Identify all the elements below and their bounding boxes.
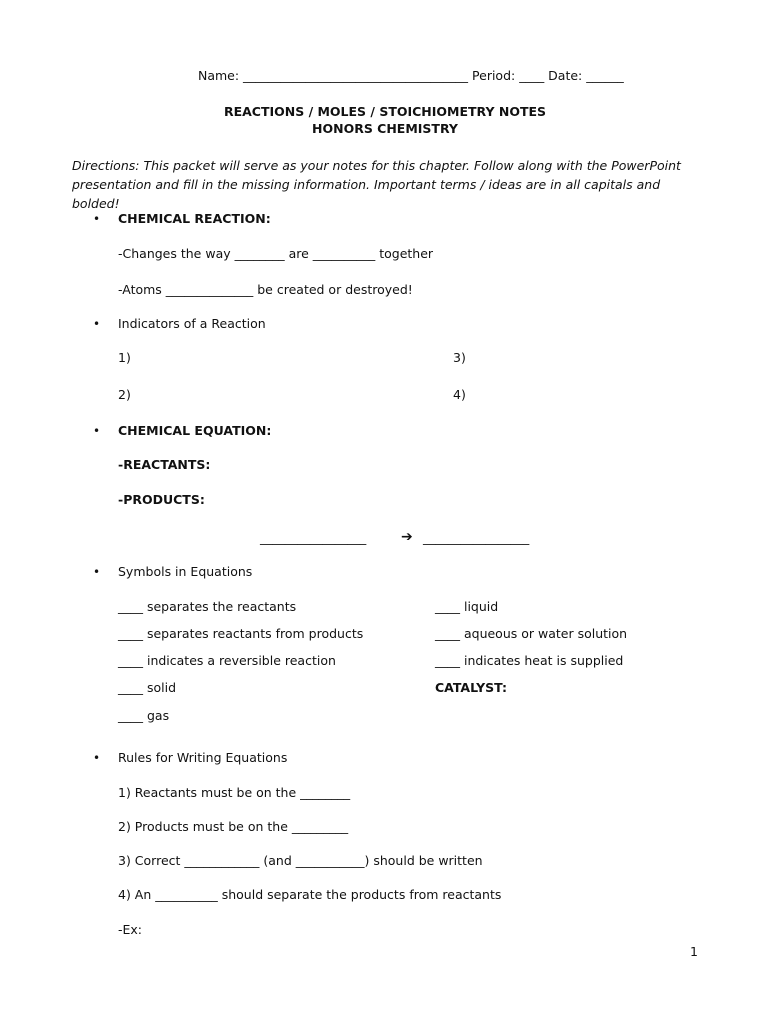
products-label: -PRODUCTS: <box>118 492 205 507</box>
symbol-item: ____ gas <box>118 708 170 723</box>
symbol-item: ____ separates the reactants <box>118 599 297 614</box>
title-line-2: HONORS CHEMISTRY <box>312 121 458 136</box>
indicators-heading: Indicators of a Reaction <box>118 316 266 331</box>
indicator-item-3: 3) <box>453 350 466 365</box>
indicator-item-2: 2) <box>118 387 131 402</box>
bullet-icon: • <box>93 751 101 765</box>
symbol-item: ____ indicates heat is supplied <box>435 653 624 668</box>
indicator-item-4: 4) <box>453 387 466 402</box>
catalyst-label: CATALYST: <box>435 680 508 695</box>
directions-paragraph: Directions: This packet will serve as your notes for this chapter. Follow along with the PowerPoint presentation and fill in the missing information. Important terms / ideas are in all capitals and bolded! <box>72 158 681 211</box>
page-number: 1 <box>690 944 698 959</box>
rule-item-2: 2) Products must be on the _________ <box>118 819 349 834</box>
rule-item-3: 3) Correct ____________ (and ___________) should be written <box>118 853 483 868</box>
arrow-icon: ➔ <box>401 529 413 545</box>
reactants-blank: _________________ <box>260 530 367 545</box>
rule-item-4: 4) An __________ should separate the products from reactants <box>118 887 502 902</box>
symbols-heading: Symbols in Equations <box>118 564 253 579</box>
chemical-reaction-line-2: -Atoms ______________ be created or destroyed! <box>118 282 413 297</box>
symbol-item: ____ aqueous or water solution <box>435 626 628 641</box>
chemical-equation-heading: CHEMICAL EQUATION: <box>118 423 272 438</box>
products-blank: _________________ <box>423 530 530 545</box>
rules-heading: Rules for Writing Equations <box>118 750 288 765</box>
bullet-icon: • <box>93 424 101 438</box>
reactants-label: -REACTANTS: <box>118 457 211 472</box>
chemical-reaction-heading: CHEMICAL REACTION: <box>118 211 271 226</box>
example-label: -Ex: <box>118 922 143 937</box>
indicator-item-1: 1) <box>118 350 131 365</box>
symbol-item: ____ liquid <box>435 599 499 614</box>
symbol-item: ____ separates reactants from products <box>118 626 364 641</box>
symbol-item: ____ solid <box>118 680 177 695</box>
bullet-icon: • <box>93 565 101 579</box>
bullet-icon: • <box>93 317 101 331</box>
rule-item-1: 1) Reactants must be on the ________ <box>118 785 351 800</box>
bullet-icon: • <box>93 212 101 226</box>
symbol-item: ____ indicates a reversible reaction <box>118 653 336 668</box>
chemical-reaction-line-1: -Changes the way ________ are __________ together <box>118 246 434 261</box>
name-period-date-line: Name: ____________________________________ Period: ____ Date: ______ <box>198 68 624 83</box>
title-line-1: REACTIONS / MOLES / STOICHIOMETRY NOTES <box>223 104 547 119</box>
